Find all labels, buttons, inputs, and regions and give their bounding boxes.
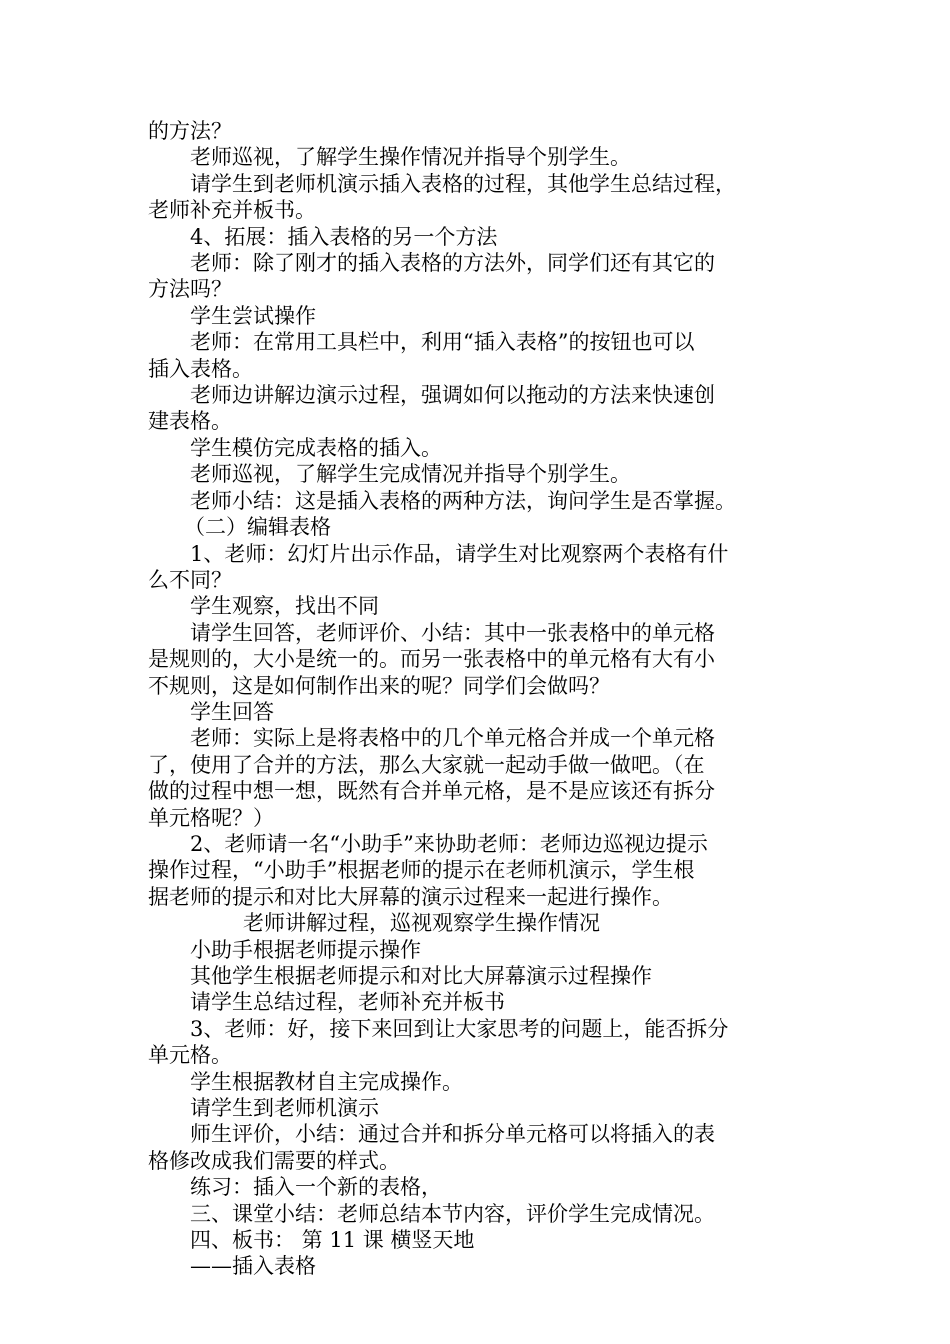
text-line: 三、课堂小结：老师总结本节内容，评价学生完成情况。 — [190, 1201, 715, 1226]
text-line: 学生根据教材自主完成操作。 — [190, 1069, 463, 1094]
text-line: 单元格呢？） — [148, 805, 274, 830]
text-line: 请学生到老师机演示插入表格的过程，其他学生总结过程， — [190, 171, 736, 196]
text-line: 练习：插入一个新的表格， — [190, 1175, 442, 1200]
text-line: 请学生到老师机演示 — [190, 1096, 379, 1121]
text-line: 不规则，这是如何制作出来的呢？同学们会做吗？ — [148, 673, 610, 698]
text-line: 的方法？ — [148, 119, 232, 143]
text-line: 1、老师：幻灯片出示作品，请学生对比观察两个表格有什 — [190, 541, 729, 566]
text-line: 老师：除了刚才的插入表格的方法外，同学们还有其它的 — [190, 251, 715, 276]
text-line: 了，使用了合并的方法，那么大家就一起动手做一做吧。（在 — [148, 752, 705, 777]
text-line: 做的过程中想一想，既然有合并单元格，是不是应该还有拆分 — [148, 779, 715, 804]
text-line: 单元格。 — [148, 1043, 232, 1068]
text-line: 老师：在常用工具栏中，利用“插入表格”的按钮也可以 — [190, 330, 695, 355]
text-line: 4、拓展：插入表格的另一个方法 — [190, 224, 498, 249]
text-line: 3、老师：好，接下来回到让大家思考的问题上，能否拆分 — [190, 1016, 729, 1041]
text-line: 老师边讲解边演示过程，强调如何以拖动的方法来快速创 — [190, 383, 715, 408]
text-line: 是规则的，大小是统一的。而另一张表格中的单元格有大有小 — [148, 647, 715, 672]
text-line: 学生回答 — [190, 699, 274, 724]
text-line: ——插入表格 — [190, 1254, 316, 1279]
text-line: 老师巡视，了解学生操作情况并指导个别学生。 — [190, 145, 631, 170]
text-line: 操作过程，“小助手”根据老师的提示在老师机演示，学生根 — [148, 858, 695, 883]
text-line: 建表格。 — [148, 409, 232, 434]
text-line: 学生尝试操作 — [190, 303, 316, 328]
text-line: 据老师的提示和对比大屏幕的演示过程来一起进行操作。 — [148, 884, 673, 909]
lesson-plan-body — [148, 118, 808, 1280]
text-line: 师生评价，小结：通过合并和拆分单元格可以将插入的表 — [190, 1122, 715, 1147]
text-line: （二）编辑表格 — [184, 515, 331, 540]
text-line: 格修改成我们需要的样式。 — [148, 1148, 400, 1173]
text-line: 请学生回答，老师评价、小结：其中一张表格中的单元格 — [190, 620, 715, 645]
text-line: 2、老师请一名“小助手”来协助老师：老师边巡视边提示 — [190, 831, 708, 856]
text-line: 老师讲解过程，巡视观察学生操作情况 — [243, 911, 600, 936]
text-line: 老师巡视，了解学生完成情况并指导个别学生。 — [190, 462, 631, 487]
text-line: 老师补充并板书。 — [148, 198, 316, 223]
text-line: 么不同？ — [148, 567, 232, 592]
text-line: 插入表格。 — [148, 356, 253, 381]
text-line: 小助手根据老师提示操作 — [190, 937, 421, 962]
text-line: 学生观察，找出不同 — [190, 594, 379, 619]
text-line: 四、板书： 第 11 课 横竖天地 — [190, 1228, 475, 1253]
text-line: 方法吗？ — [148, 277, 232, 302]
text-line: 请学生总结过程，老师补充并板书 — [190, 990, 505, 1015]
text-line: 其他学生根据老师提示和对比大屏幕演示过程操作 — [190, 964, 652, 988]
text-line: 老师小结：这是插入表格的两种方法，询问学生是否掌握。 — [190, 488, 736, 513]
text-line: 学生模仿完成表格的插入。 — [190, 435, 442, 460]
text-line: 老师：实际上是将表格中的几个单元格合并成一个单元格 — [190, 726, 715, 751]
